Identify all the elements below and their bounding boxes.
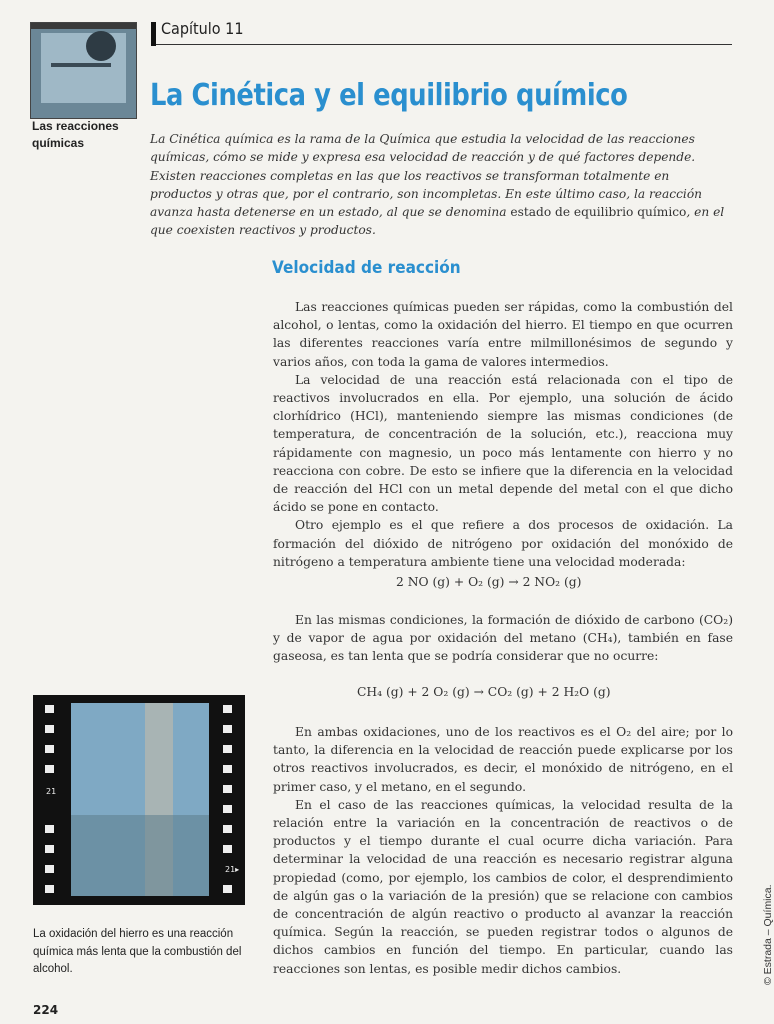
body-block-3 (273, 723, 733, 978)
side-topic-label: Las reacciones químicas (32, 119, 119, 150)
copyright-note: © Estrada – Química. (762, 884, 774, 985)
paragraph-3: Otro ejemplo es el que refiere a dos procesos de oxidación. La formación del dióxido de nitrógeno por oxidación del monóxido de nitrógeno a temperatura ambiente tiene una velocidad moderada: (273, 518, 733, 569)
paragraph-5: En ambas oxidaciones, uno de los reactivos es el O₂ del aire; por lo tanto, la diferencia en la velocidad de reacción puede explicarse por los otros reactivos involucrados, es decir, el monóxido de nitrógeno, en el primer caso, y el metano, en el segundo. (273, 725, 733, 794)
page-number: 224 (33, 1003, 59, 1017)
film-frame-label-right: 21▸ (225, 865, 240, 874)
chapter-marker-bar (151, 22, 156, 46)
figure-caption: La oxidación del hierro es una reacción química más lenta que la combustión del alcohol. (33, 928, 242, 975)
header-rule (156, 44, 732, 45)
intro-term: estado de equilibrio químico (510, 205, 687, 220)
chapter-label: Capítulo 11 (161, 19, 244, 38)
intro-paragraph (150, 130, 730, 240)
page-title: La Cinética y el equilibrio químico (150, 78, 628, 113)
body-block-1 (273, 298, 733, 571)
intro-text-1: La Cinética química es la rama de la Química que estudia la velocidad de las reacciones químicas, cómo se mide y expresa esa velocidad de reacción y de qué factores depende. Existen reacciones completas en las que los reactivos se transforman totalmente en productos y otras que, por el contrario, son incompletas. En este último caso, la reacción avanza hasta detenerse en un estado, al que se denomina (150, 132, 703, 220)
equation-no2: 2 NO (g) + O₂ (g) → 2 NO₂ (g) (396, 575, 582, 589)
paragraph-4: En las mismas condiciones, la formación de dióxido de carbono (CO₂) y de vapor de agua por oxidación del metano (CH₄), también en fase gaseosa, es tan lenta que se podría considerar que no ocurre: (273, 613, 733, 664)
paragraph-1: Las reacciones químicas pueden ser rápidas, como la combustión del alcohol, o lentas, como la oxidación del hierro. El tiempo en que ocurren las diferentes reacciones varía entre milmillonésimos de segundo y varios años, con toda la gama de valores intermedios. (273, 300, 733, 369)
equation-ch4: CH₄ (g) + 2 O₂ (g) → CO₂ (g) + 2 H₂O (g) (357, 685, 611, 699)
intro-text-2: , en el que coexisten reactivos y productos. (150, 205, 725, 238)
film-frame-label-left: 21 (46, 787, 57, 796)
paragraph-6: En el caso de las reacciones químicas, la velocidad resulta de la relación entre la variación en la concentración de reactivos o de productos y el tiempo durante el cual ocurre dicha variación. Para determinar la velocidad de una reacción es necesario registrar alguna propiedad (como, por ejemplo, los cambios de color, el desprendimiento de algún gas o la variación de la presión) que se relacione con cambios de concentración de algún reactivo o producto al avanzar la reacción química. Según la reacción, se pueden registrar todos o algunos de dichos cambios en función del tiempo. En particular, cuando las reacciones son lentas, es posible medir dichos cambios. (273, 797, 733, 976)
paragraph-2: La velocidad de una reacción está relacionada con el tipo de reactivos involucrados en ella. Por ejemplo, una solución de ácido clorhídrico (HCl), manteniendo siempre las mismas condiciones (de temperatura, de concentración de la solución, etc.), reacciona muy rápidamente con magnesio, un poco más lentamente con hierro y no reacciona con cobre. De esto se infiere que la diferencia en la velocidad de reacción del HCl con un metal depende del metal con el que dicho ácido se pone en contacto. (273, 372, 733, 515)
film-strip-photo (33, 695, 245, 905)
chapter-thumbnail-photo (30, 22, 137, 119)
body-block-2 (273, 611, 733, 666)
section-title: Velocidad de reacción (272, 258, 461, 278)
